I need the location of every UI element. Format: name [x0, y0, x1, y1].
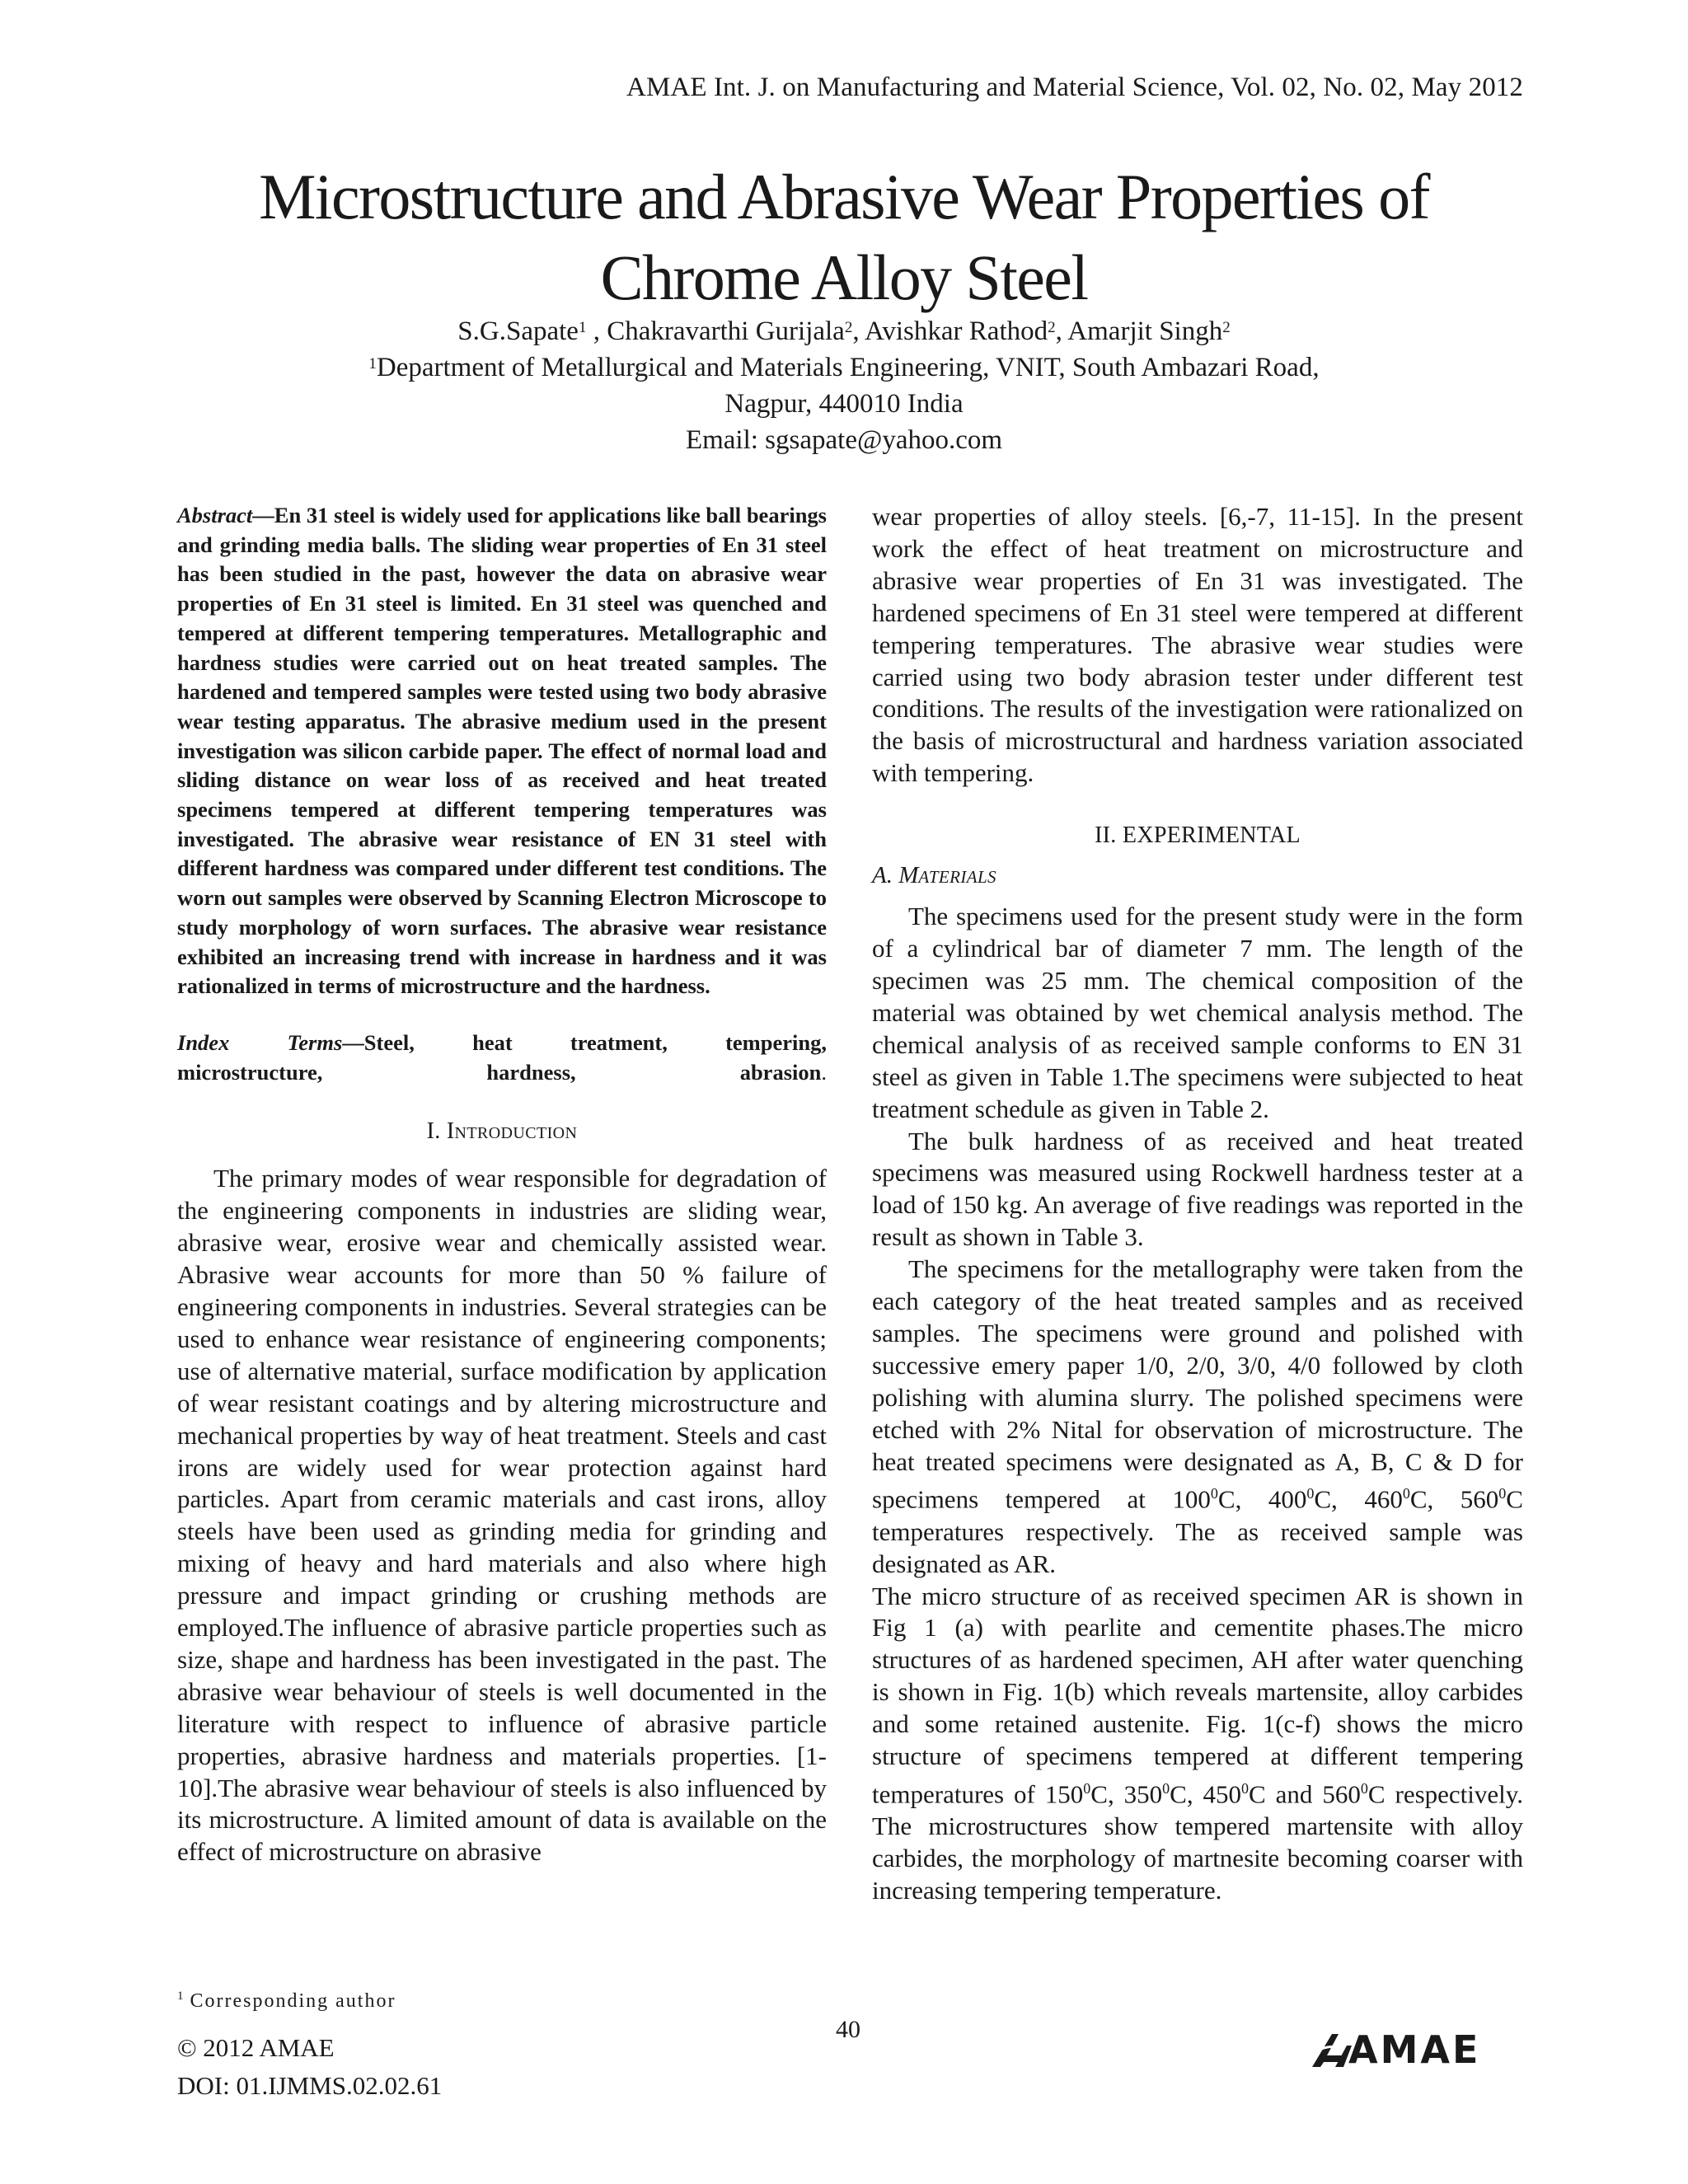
degree-mark: 0: [1360, 1779, 1368, 1797]
materials-paragraph-1: The specimens used for the present study were in the form of a cylindrical bar of diameter 7 mm. The length of the specimen was 25 mm. The chemical composition of the material was obtained by wet chemical analysis method. The chemical analysis of as received sample conforms to EN 31 steel as given in Table 1.The specimens were subjected to heat treatment schedule as given in Table 2.: [872, 902, 1523, 1123]
section-heading-introduction: [177, 1118, 827, 1145]
index-terms: [177, 1029, 827, 1087]
index-terms-period: .: [821, 1059, 827, 1085]
amae-logo-icon: [1311, 2031, 1353, 2069]
author-name: , Avishkar Rathod: [852, 316, 1048, 346]
index-terms-tail: [177, 1058, 827, 1088]
subsection-heading-materials: [872, 862, 1523, 889]
doi: DOI: 01.IJMMS.02.02.61: [177, 2071, 443, 2100]
text-run: C, 460: [1314, 1484, 1403, 1514]
subsection-prefix: A. M: [872, 862, 919, 889]
text-run: C, 450: [1170, 1779, 1242, 1809]
author-email[interactable]: Email: sgsapate@yahoo.com: [685, 425, 1003, 455]
abstract: [177, 501, 827, 1001]
index-terms-text-2: microstructure, hardness, abrasion: [177, 1059, 822, 1085]
footnote-mark: 1: [177, 1990, 184, 2003]
index-terms-label: Index Terms: [177, 1029, 343, 1055]
author-affil-mark: 2: [1222, 319, 1231, 336]
text-run: C temperatures respectively. The as received sample was designated as AR.: [872, 1484, 1523, 1578]
copyright: © 2012 AMAE: [177, 2033, 335, 2062]
author-block: [0, 313, 1688, 458]
footnote-text: Corresponding author: [183, 1990, 396, 2012]
title-line-1: Microstructure and Abrasive Wear Properties of: [259, 161, 1429, 232]
copyright-block: [177, 2029, 442, 2105]
materials-paragraph-2: The bulk hardness of as received and heat treated specimens was measured using Rockwell hardness tester at a load of 150 kg. An average of five readings was reported in the result as shown in Table 3.: [872, 1126, 1523, 1252]
author-name: , Amarjit Singh: [1055, 316, 1223, 346]
text-run: C, 350: [1090, 1779, 1163, 1809]
section-heading-experimental: II. EXPERIMENTAL: [1095, 823, 1301, 849]
text-run: C respectively. The microstructures show tempered martensite with alloy carbides, the morphology of martnesite becoming coarser with increasing tempering temperature.: [872, 1779, 1523, 1905]
text-run: C and 560: [1249, 1779, 1361, 1809]
page-number: 40: [836, 2016, 860, 2043]
degree-mark: 0: [1162, 1779, 1170, 1797]
degree-mark: 0: [1306, 1485, 1315, 1502]
footnote: [177, 1990, 396, 2013]
affiliation-line-1: Department of Metallurgical and Materials Engineering, VNIT, South Ambazari Road,: [376, 353, 1320, 382]
section-heading-text: NTRODUCTION: [454, 1124, 578, 1143]
subsection-heading-text: ATERIALS: [918, 867, 996, 888]
text-run: C, 400: [1217, 1484, 1307, 1514]
degree-mark: 0: [1498, 1485, 1507, 1502]
author-name: S.G.Sapate: [457, 316, 579, 346]
right-column: [872, 501, 1523, 1907]
paper-title: [0, 157, 1688, 318]
degree-mark: 0: [1402, 1485, 1410, 1502]
degree-mark: 0: [1241, 1779, 1250, 1797]
text-run: C, 560: [1409, 1484, 1499, 1514]
amae-logo: [1311, 2029, 1525, 2070]
author-affil-mark: 2: [1048, 319, 1056, 336]
title-line-2: Chrome Alloy Steel: [600, 241, 1088, 313]
text-run: The micro structure of as received specimen AR is shown in Fig 1 (a) with pearlite and cementite phases.The micro structures of as hardened specimen, AH after water quenching is shown in Fig. 1(b) which reveals martensite, alloy carbides and some retained austenite. Fig. 1(c-f) shows the micro structure of specimens tempered at different tempering temperatures of 150: [872, 1581, 1523, 1809]
text-run: The specimens for the metallography were taken from the each category of the heat treated samples and as received samples. The specimens were ground and polished with successive emery paper 1/0, 2/0, 3/0, 4/0 followed by cloth polishing with alumina slurry. The polished specimens were etched with 2% Nital for observation of microstructure. The heat treated specimens were designated as A, B, C & D for specimens tempered at 100: [872, 1254, 1523, 1514]
index-terms-text: —Steel, heat treatment, tempering,: [342, 1029, 827, 1055]
affiliation-mark: 1: [368, 355, 377, 373]
materials-paragraph-3: [872, 1254, 1523, 1580]
abstract-text: —En 31 steel is widely used for applications like ball bearings and grinding media balls. The sliding wear properties of En 31 steel has been studied in the past, however the data on abrasive wear properties of En 31 steel is limited. En 31 steel was quenched and tempered at different tempering temperatures. Metallographic and hardness studies were carried out on heat treated samples. The hardened and tempered samples were tested using two body abrasive wear testing apparatus. The abrasive medium used in the present investigation was silicon carbide paper. The effect of normal load and sliding distance on wear loss of as received and heat treated specimens tempered at different tempering temperatures was investigated. The abrasive wear resistance of EN 31 steel with different hardness was compared under different test conditions. The worn out samples were observed by Scanning Electron Microscope to study morphology of worn surfaces. The abrasive wear resistance exhibited an increasing trend with increase in hardness and it was rationalized in terms of microstructure and the hardness.: [177, 503, 827, 999]
intro-paragraph-continued: wear properties of alloy steels. [6,-7, 11-15]. In the present work the effect of heat treatment on microstructure and abrasive wear properties of En 31 was investigated. The hardened specimens of En 31 steel were tempered at different tempering temperatures. The abrasive wear studies were carried using two body abrasion tester under different test conditions. The results of the investigation were rationalized on the basis of microstructural and hardness variation associated with tempering.: [872, 502, 1523, 788]
author-name: , Chakravarthi Gurijala: [586, 316, 845, 346]
abstract-label: Abstract: [177, 503, 253, 527]
author-affil-mark: 1: [578, 319, 587, 336]
degree-mark: 0: [1210, 1485, 1218, 1502]
affiliation-line-2: Nagpur, 440010 India: [724, 389, 964, 419]
degree-mark: 0: [1083, 1779, 1091, 1797]
author-affil-mark: 2: [844, 319, 853, 336]
section-numeral: I. I: [426, 1118, 455, 1145]
author-list: [0, 313, 1688, 349]
materials-paragraph-4: [872, 1581, 1523, 1907]
affiliation: [0, 349, 1688, 386]
amae-logo-text: AMAE: [1348, 2027, 1481, 2072]
left-column: [177, 501, 827, 1868]
journal-header: AMAE Int. J. on Manufacturing and Material Science, Vol. 02, No. 02, May 2012: [626, 73, 1523, 102]
intro-paragraph: The primary modes of wear responsible for degradation of the engineering components in industries are sliding wear, abrasive wear, erosive wear and chemically assisted wear. Abrasive wear accounts for more than 50 % failure of engineering components in industries. Several strategies can be used to enhance wear resistance of engineering components; use of alternative material, surface modification by application of wear resistant coatings and by altering microstructure and mechanical properties by way of heat treatment. Steels and cast irons are widely used for wear protection against hard particles. Apart from ceramic materials and cast irons, alloy steels have been used as grinding media for grinding and mixing of heavy and hard materials and also where high pressure and impact grinding or crushing methods are employed.The influence of abrasive particle properties such as size, shape and hardness has been investigated in the past. The abrasive wear behaviour of steels is well documented in the literature with respect to influence of abrasive particle properties, abrasive hardness and materials properties. [1-10].The abrasive wear behaviour of steels is also influenced by its microstructure. A limited amount of data is available on the effect of microstructure on abrasive: [177, 1164, 827, 1867]
